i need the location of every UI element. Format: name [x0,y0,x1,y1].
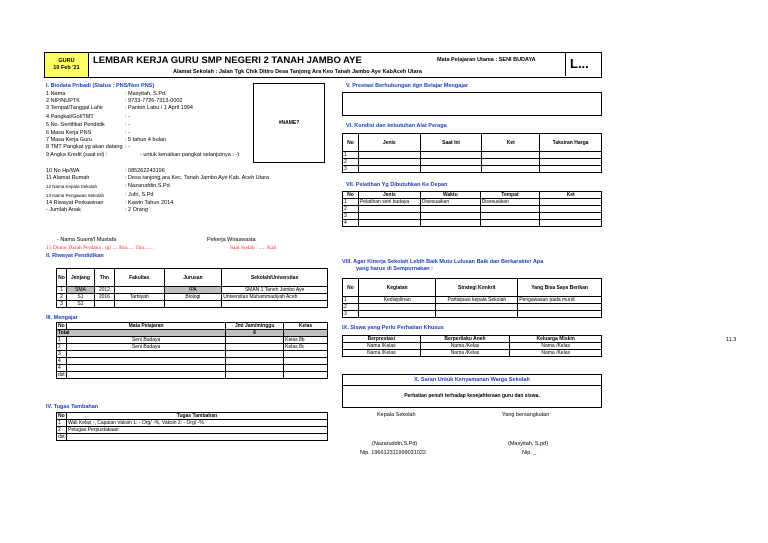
cell [540,220,602,227]
col-berprestasi: Berprestasi [343,336,421,343]
biodata-value: : - [125,114,130,120]
photo-text: #NAME? [278,120,300,126]
biodata-label: 4 Pangkat/Gol/TMT [46,114,94,120]
cell: 4 [343,220,359,227]
special-header-row [343,336,602,343]
cell [94,301,114,308]
col-saat-ini: Saat Ini [420,134,482,152]
cell [358,152,420,159]
side-value: 11.3 [726,337,737,343]
col-no: No [58,413,65,419]
biodata-label: 1 Nama [46,91,66,97]
cell [480,220,540,227]
col-kegiatan: Kegiatan [358,279,436,297]
cell: 2 [57,427,67,434]
cell: S2 [66,301,94,308]
cell: SMAN 1 Tanoh Jambo Aye [222,287,328,294]
cell [66,434,327,441]
suggestion-box [342,374,602,408]
table-row [343,297,602,304]
table-row [57,337,328,344]
biodata-value: : 085262243196 [125,168,165,174]
cell: Wali Kelas -, Capaian Vaksin 1: - Org/ -%, Vaksin 2: - Org/ -% [66,420,327,427]
table-row [57,287,328,294]
improvement-table [342,278,602,318]
cell: 1 [343,199,359,206]
cell [284,365,328,372]
biodata-value: : Masyitah, S.Pd. [125,91,167,97]
principal-title: Kepala Sekolah [377,412,416,418]
table-row [343,311,602,318]
blood-donor-first: 15 Donor Darah Perdana : tgl .... Bln..... Thn....... [46,245,154,251]
cell [358,166,420,173]
biodata-value: : Jufri, S.Pd [125,192,154,198]
teaching-aids-table [342,133,602,173]
biodata-value: : - [125,130,130,136]
table-row [343,304,602,311]
cell: Nama /Kelas [420,343,510,350]
improvement-header-row [343,279,602,297]
cell [358,213,420,220]
cell [226,351,284,358]
col-no: No [343,279,359,297]
cell: Kedisiplinan [358,297,436,304]
education-header-row [57,269,328,287]
table-row [343,199,602,206]
cell [482,159,540,166]
cell: Nama /Kelas [510,350,602,357]
cell: Nama /Kelas [343,343,421,350]
col-strategi: Strategi Konkrit [436,279,518,297]
guru-date-box [45,53,89,77]
col-miskin: Keluarga Miskin [510,336,602,343]
biodata-value: : 2 Orang [125,207,148,213]
extra-duty-table [56,412,328,441]
table-row [343,159,602,166]
biodata-value: : Panton Labu / 1 April 1994 [125,105,193,111]
spouse-job: Pekerja Wiraswasta [207,237,256,243]
cell [420,166,482,173]
cell [420,206,480,213]
cell [358,220,420,227]
biodata-label: 8 TMT Pangkat yg akan datang [46,144,123,150]
teacher-name: (Masyitah, S.pd) [508,441,549,447]
col-jurusan: Jurusan [164,269,222,287]
cell: 1 [343,152,359,159]
cell: 4 [57,358,67,365]
cell [480,213,540,220]
cell [284,330,328,337]
cell [226,358,284,365]
col-no: No [57,269,67,287]
section-vi-title: VI. Kondisi dan kebutuhan Alat Peraga [346,123,447,129]
cell: Disesuaikan [480,199,540,206]
col-ket: Ket [482,134,540,152]
cell: 2 [343,304,359,311]
principal-nip: Nip. 196612311999031022 [360,450,426,456]
cell: dst [58,434,65,440]
biodata-value: : Kawin Tahun 2014 [125,200,174,206]
col-tugas: Tugas Tambahan [66,413,327,420]
section-iv-title: IV. Tugas Tambahan [46,404,99,410]
biodata-value: : 5 tahun 4 bulan [125,137,166,143]
cell [482,152,540,159]
col-fakultas: Fakultas [114,269,164,287]
table-row [57,427,328,434]
biodata-label: 10 No Hp/WA [46,168,80,174]
cell: Pelatihan seni budaya [358,199,420,206]
special-students-table [342,335,602,357]
cell [284,372,328,379]
col-harga: Taksiran Harga [540,134,602,152]
cell [540,159,602,166]
table-row [343,152,602,159]
table-row [57,420,328,427]
col-waktu: Waktu [420,192,480,199]
total-value: 6 [226,330,284,337]
cell [358,304,436,311]
achievement-box [342,92,602,116]
biodata-value: : - [125,144,130,150]
biodata-label: 9 Angka Kredit (saat ini) : [46,152,108,158]
biodata-label: 14 Riwayat Perkawinan [46,200,104,206]
col-mapel: Mata Pelajaran [66,323,225,330]
cell [226,337,284,344]
header [44,52,602,78]
table-row [343,213,602,220]
cell: 2 [57,344,67,351]
table-row [57,351,328,358]
cell [518,304,602,311]
col-no: No [343,192,359,199]
biodata-label: 7 Masa Kerja Guru [46,137,93,143]
school-address: Alamat Sekolah : Jalan Tgk Chik Ditiro Desa Tanjong Ara Keo Tanah Jambo Aye KabAceh Utara [173,69,422,75]
table-row [343,350,602,357]
teacher-nip: Nip. _ [522,450,537,456]
cell: 2016 [94,294,114,301]
section-x-title: X. Saran Untuk Kenyamanan Warga Sekolah [343,375,601,386]
cell: Nama /Kelas [343,350,421,357]
cell: 3 [343,166,359,173]
cell [540,206,602,213]
cell [480,206,540,213]
table-row [343,343,602,350]
biodata-label: 2 NIP/NUPTK [46,98,80,104]
col-jenis: Jenis [358,134,420,152]
extra-duty-header-row [57,413,328,420]
col-jenis: Jenis [358,192,420,199]
cell [358,159,420,166]
cell [358,206,420,213]
cell [66,372,225,379]
education-table [56,268,328,308]
cell: Seni Budaya [66,337,225,344]
section-viii-subtitle: yang harus di Sempurnakan : [356,266,434,272]
cell [66,365,225,372]
biodata-value: : - [125,122,130,128]
section-ix-title: IX. Siswa yang Perlu Perhatian Khusus [342,325,444,331]
section-i-title: I. Biodata Pribadi (Status : PNS/Non PNS) [46,83,155,89]
col-jenjang: Jenjang [66,269,94,287]
page-title: LEMBAR KERJA GURU SMP NEGERI 2 TANAH JAMBO AYE [93,55,362,66]
cell: IPA [164,287,222,294]
col-thn: Thn [94,269,114,287]
cell: dst [58,372,65,378]
section-viii-title: VIII. Agar Kinerja Sekolah Lebih Baik Mutu Lulusan Baik dan Berkarakter Apa [342,259,544,265]
section-vii-title: VII. Pelatihan Yg Dibutuhkan Ke Depan [346,182,448,188]
blood-donor-count: Saat Sudah : ..... Kali [230,245,277,251]
training-header-row [343,192,602,199]
training-table [342,191,602,227]
cell [226,344,284,351]
col-ket: Ket [540,192,602,199]
biodata-value: - untuk kenaikan pangkat selanjutnya : -) [140,152,240,158]
cell [114,287,164,294]
cell [540,213,602,220]
cell: Seni Budaya [66,344,225,351]
biodata-label: 3 Tempat/Tanggal Lahir [46,105,104,111]
cell [66,358,225,365]
col-no: No [343,134,359,152]
section-iii-title: III. Mengajar [46,315,78,321]
table-row [57,344,328,351]
cell: 1 [57,287,67,294]
photo-placeholder [253,83,325,163]
cell: 3 [343,311,359,318]
cell [540,199,602,206]
cell [420,220,480,227]
cell: 1 [343,297,359,304]
cell: 3 [57,301,67,308]
biodata-label: 5 No. Sertifikat Pendidik [46,122,105,128]
cell: Nama /Kelas [420,350,510,357]
cell: 2 [57,294,67,301]
table-row [57,372,328,379]
total-row [57,330,328,337]
biodata-label: 12 Nama Kepala Sekolah [46,184,98,189]
cell [222,301,328,308]
suggestion-text: Perhatian penuh terhadap kesejahteraan guru dan siswa. [404,393,540,399]
table-row [343,220,602,227]
cell: Partisipasi kepala Sekolah [436,297,518,304]
section-ii-title: II. Riwayat Pendidikan [46,253,104,259]
cell [66,351,225,358]
cell: Tarbiyah [114,294,164,301]
col-aneh: Berperilaku Aneh [420,336,510,343]
cell: Kelas 8c [284,344,328,351]
col-no: No [58,323,65,329]
col-jam: Jml Jam/minggu [226,323,284,330]
table-row [343,206,602,213]
cell: Pengawasan pada murid [518,297,602,304]
cell: 3 [343,213,359,220]
cell: 1 [57,337,67,344]
cell [540,152,602,159]
principal-name: (Nazaruddin,S.Pd) [372,441,418,447]
biodata-label: 13 Nama Pengawas Sekolah [46,193,105,198]
cell: S1 [66,294,94,301]
cell: Nama /Kelas [510,343,602,350]
table-row [57,365,328,372]
cell [284,351,328,358]
table-row [57,301,328,308]
cell: 2 [343,206,359,213]
cell: 3 [57,351,67,358]
cell: Kelas 8b [284,337,328,344]
biodata-value: : 9733-7726-7313-0002 [125,98,183,104]
cell [436,304,518,311]
cell: 4 [57,365,67,372]
cell [164,301,222,308]
cell: SMA [66,287,94,294]
cell [226,365,284,372]
aids-header-row [343,134,602,152]
guru-label: GURU [58,58,75,64]
cell [114,301,164,308]
spouse-name: - Nama Suami/I Mustafa [57,237,117,243]
cell: 1 [57,420,67,427]
cell [358,311,436,318]
cell: Petugas Perpustakaan [66,427,327,434]
table-row [57,294,328,301]
section-v-title: V. Prestasi Berhubungan dgn Belajar Mengajar [346,83,469,89]
biodata-value: : Nazaruddin,S.Pd [125,183,170,189]
col-tempat: Tempat [480,192,540,199]
teaching-table [56,322,328,379]
cell [482,166,540,173]
biodata-label: - Jumlah Anak [46,207,81,213]
table-row [343,166,602,173]
biodata-label: 11 Alamat Rumah [46,175,90,181]
col-sekolah: Sekolah/Universitas [222,269,328,287]
table-row [57,358,328,365]
cell [284,358,328,365]
sheet-code: L... [565,52,603,76]
cell [518,311,602,318]
col-kelas: Kelas [284,323,328,330]
col-berikan: Yang Bisa Saya Berikan [518,279,602,297]
cell: Disesuaikan [420,199,480,206]
teaching-header-row [57,323,328,330]
teacher-title: Yang bersangkutan [502,412,550,418]
cell [540,166,602,173]
cell: 2012 [94,287,114,294]
biodata-value: : Desa tanjong ara Kec. Tanah Jambo Aye Kab. Aceh Utara [125,175,270,181]
cell: Universitas Muhammadiyah Aceh [222,294,328,301]
total-label: Total [57,330,226,337]
cell [436,311,518,318]
biodata-label: 6 Masa Kerja PNS [46,130,92,136]
cell: Biologi [164,294,222,301]
cell [420,159,482,166]
cell [226,372,284,379]
table-row [57,434,328,441]
cell: 2 [343,159,359,166]
cell [420,213,480,220]
main-subject: Mata Pelajaran Utama : SENI BUDAYA [437,57,536,63]
header-date: 10 Feb '21 [53,65,80,71]
cell [420,152,482,159]
